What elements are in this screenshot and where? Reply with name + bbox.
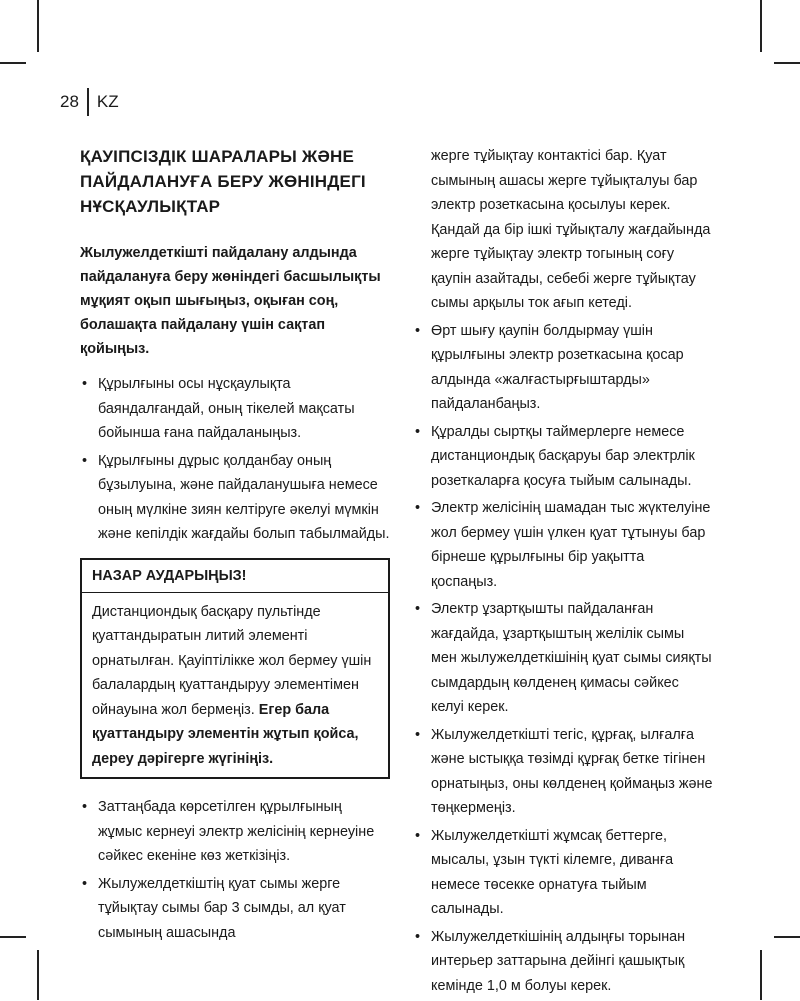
list-item: • Құралды сыртқы таймерлерге немесе дистанциондық басқаруы бар электрлік розеткаларға қосуға тыйым салынады.: [413, 420, 713, 494]
intro-paragraph: Жылужелдеткішті пайдалану алдында пайдалануға беру жөніндегі басшылықты мұқият оқып шығыңыз, оқыған соң, болашақта пайдалану үшін сақтап қойыңыз.: [80, 245, 381, 357]
continued-paragraph: жерге тұйықтау контактісі бар. Қуат сымының ашасы жерге тұйықталуы бар электр розеткасына қосылуы керек. Қандай да бір ішкі тұйықталу жағдайында жерге тұйықтау электр тогының соғу қаупін азайтады, себебі жерге тұйықтау сымы арқылы ток ағып кетеді.: [431, 148, 711, 311]
list-item: • Жылужелдеткішінің алдыңғы торынан интерьер заттарына дейінгі қашықтық кемінде 1,0 м болуы керек.: [413, 925, 713, 999]
warning-box: [80, 558, 390, 780]
crop-mark-top-left-h: [0, 62, 26, 64]
warning-body: [82, 593, 388, 778]
list-item: • Электр ұзартқышты пайдаланған жағдайда, ұзартқыштың желілік сымы мен жылужелдеткішінің қуат сымы сияқты сымдардың көлденең қимасы сәйкес келуі керек.: [413, 597, 713, 720]
crop-mark-bottom-right-v: [760, 950, 762, 1000]
crop-mark-bottom-left-v: [37, 950, 39, 1000]
list-item: • Жылужелдеткішті тегіс, құрғақ, ылғалға және ыстыққа төзімді құрғақ бетке тігінен орнатыңыз, оны көлденең қоймаңыз және төңкермеңіз.: [413, 723, 713, 821]
crop-mark-top-right-h: [774, 62, 800, 64]
bullet-list-b: [80, 795, 390, 945]
bullet-list-right: [413, 319, 713, 999]
page-header: [60, 88, 119, 116]
crop-mark-bottom-left-h: [0, 936, 26, 938]
list-item: • Құрылғыны дұрыс қолданбау оның бұзылуына, және пайдаланушыға немесе оның мүлкіне зиян келтіруге әкелуі мүмкін және кепілдік жағдайы болып табылмайды.: [80, 449, 390, 547]
language-code: KZ: [96, 92, 119, 111]
section-heading: ҚАУІПСІЗДІК ШАРАЛАРЫ ЖӘНЕ ПАЙДАЛАНУҒА БЕРУ ЖӨНІНДЕГІ НҰСҚАУЛЫҚТАР: [80, 147, 366, 216]
crop-mark-top-right-v: [760, 0, 762, 52]
crop-mark-bottom-right-h: [774, 936, 800, 938]
crop-mark-top-left-v: [37, 0, 39, 52]
warning-title: НАЗАР АУДАРЫҢЫЗ!: [82, 560, 388, 593]
list-item: • Заттаңбада көрсетілген құрылғының жұмыс кернеуі электр желісінің кернеуіне сәйкес екеніне көз жеткізіңіз.: [80, 795, 390, 869]
warning-text: Дистанциондық басқару пультінде қуаттандыратын литий элементі орнатылған. Қауіптілікке жол бермеу үшін балалардың қуаттандыруу элементімен ойнауына жол бермеңіз.: [92, 603, 372, 718]
page-number: 28: [60, 92, 79, 111]
list-item: • Жылужелдеткіштің қуат сымы жерге тұйықтау сымы бар 3 сымды, ал қуат сымының ашасында: [80, 872, 390, 946]
list-item: • Жылужелдеткішті жұмсақ беттерге, мысалы, ұзын түкті кілемге, диванға немесе төсекке орнатуға тыйым салынады.: [413, 824, 713, 922]
left-column: [80, 144, 390, 948]
list-item: • Электр желісінің шамадан тыс жүктелуіне жол бермеу үшін үлкен қуат тұтынуы бар бірнеше құрылғыны бір уақытта қоспаңыз.: [413, 496, 713, 594]
list-item: • Құрылғыны осы нұсқаулықта баяндалғандай, оның тікелей мақсаты бойынша ғана пайдаланыңыз.: [80, 372, 390, 446]
bullet-list-a: [80, 372, 390, 547]
right-column: [413, 144, 713, 1001]
list-item: • Өрт шығу қаупін болдырмау үшін құрылғыны электр розеткасына қосар алдында «жалғастырғыштарды» пайдаланбаңыз.: [413, 319, 713, 417]
warning-bold-text: Егер бала қуаттандыру элементін жұтып қойса, дереу дәрігерге жүгініңіз.: [92, 701, 359, 767]
